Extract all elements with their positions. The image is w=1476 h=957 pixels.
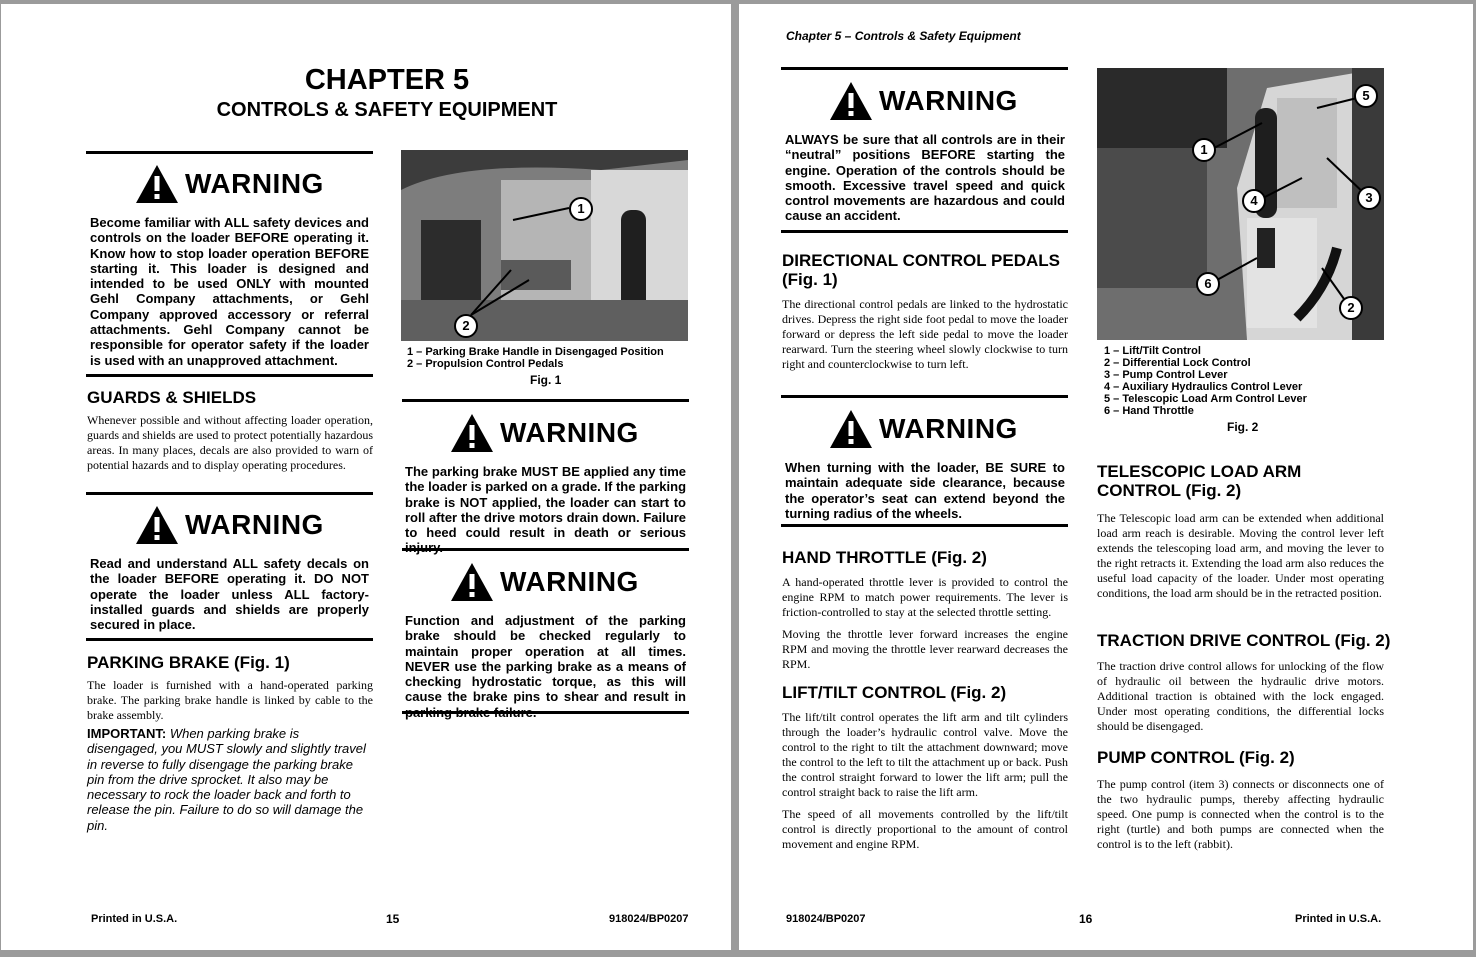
warning-text: Read and understand ALL safety decals on the loader BEFORE operating it. DO NOT operate the loader unless ALL factory-installed guards and shields are properly secured in place. bbox=[90, 556, 369, 633]
chapter-title: CHAPTER 5 bbox=[304, 64, 470, 96]
page-number: 15 bbox=[386, 912, 400, 926]
chapter-subtitle: CONTROLS & SAFETY EQUIPMENT bbox=[216, 99, 558, 121]
section-heading: TRACTION DRIVE CONTROL (Fig. 2) bbox=[1097, 631, 1391, 650]
figure-legend-item: 1 – Parking Brake Handle in Disengaged Position bbox=[407, 346, 664, 358]
paragraph: The speed of all movements controlled by the lift/tilt control is directly proportional to the amount of control movement and engine RPM. bbox=[782, 807, 1068, 851]
figure-legend-item: 6 – Hand Throttle bbox=[1104, 405, 1194, 417]
figure-legend-item: 2 – Differential Lock Control bbox=[1104, 357, 1251, 369]
warning-triangle-icon bbox=[829, 81, 873, 121]
rule bbox=[781, 395, 1068, 398]
figure-callout: 5 bbox=[1354, 84, 1378, 108]
section-heading: DIRECTIONAL CONTROL PEDALS (Fig. 1) bbox=[782, 251, 1060, 289]
rule bbox=[402, 548, 689, 551]
important-note bbox=[87, 726, 373, 833]
warning-triangle-icon bbox=[450, 413, 494, 453]
rule bbox=[86, 638, 373, 641]
warning-label: WARNING bbox=[185, 168, 324, 199]
warning-text: When turning with the loader, BE SURE to maintain adequate side clearance, because the operator’s seat can extend beyond the turning radius of the wheels. bbox=[785, 460, 1065, 521]
paragraph: A hand-operated throttle lever is provided to control the engine RPM to match power requirements. The lever is friction-controlled to stay at the selected throttle setting. bbox=[782, 575, 1068, 619]
section-text bbox=[782, 575, 1068, 679]
section-heading: HAND THROTTLE (Fig. 2) bbox=[782, 548, 987, 567]
left-page bbox=[1, 4, 731, 950]
section-text bbox=[782, 710, 1068, 859]
warning-text: Function and adjustment of the parking brake should be checked regularly to maintain proper operation at all times. NEVER use the parking brake as a means of checking hydrostatic torque, as this will cause the brake pins to shear and result in bbox=[405, 613, 686, 705]
warning-text: The parking brake MUST BE applied any time the loader is parked on a grade. If the parking brake is NOT applied, the loader can start to roll after the drive motors drain down. Failure to heed could result in death or serious bbox=[405, 464, 687, 541]
right-page bbox=[739, 4, 1473, 950]
figure-legend-item: 3 – Pump Control Lever bbox=[1104, 369, 1228, 381]
section-text: The pump control (item 3) connects or disconnects one of the two hydraulic pumps, thereby affecting hydraulic speed. One pump is connected when the control is to the right (turtle) and both pumps are connected when the control is to the left (rabbit). bbox=[1097, 777, 1384, 851]
paragraph: The lift/tilt control operates the lift arm and tilt cylinders through the loader’s hydraulic control valve. Move the control to the right to tilt the attachment downward; move the control to the left to tilt the attachment up or back. Push the control straight forward to lower the lift arm; pull the control straight back to raise the lift arm. bbox=[782, 710, 1068, 799]
rule bbox=[86, 374, 373, 377]
warning-label: WARNING bbox=[500, 417, 639, 448]
figure-callout: 3 bbox=[1357, 186, 1381, 210]
section-text: The loader is furnished with a hand-operated parking brake. The parking brake handle is linked by cable to the brake assembly. bbox=[87, 678, 373, 722]
figure-legend-item: 4 – Auxiliary Hydraulics Control Lever bbox=[1104, 381, 1303, 393]
warning-header bbox=[450, 562, 639, 602]
warning-label: WARNING bbox=[879, 413, 1018, 444]
warning-triangle-icon bbox=[135, 164, 179, 204]
warning-text: Become familiar with ALL safety devices and controls on the loader BEFORE operating it. Know how to stop loader operation BEFORE starting it. This loader is designed and intended to be used ONLY with mounted Gehl Company attachments, or Gehl Company approved accessory or referral attachments. Gehl Company cannot be responsible for operator safety if the loader is used with an unapproved attachment. bbox=[90, 215, 369, 368]
rule bbox=[781, 230, 1068, 233]
figure-2-photo bbox=[1097, 68, 1384, 340]
warning-header bbox=[829, 81, 1018, 121]
figure-legend-item: 5 – Telescopic Load Arm Control Lever bbox=[1104, 393, 1307, 405]
rule bbox=[781, 524, 1068, 527]
rule bbox=[86, 151, 373, 154]
section-heading: LIFT/TILT CONTROL (Fig. 2) bbox=[782, 683, 1007, 702]
warning-header bbox=[135, 505, 324, 545]
section-heading: TELESCOPIC LOAD ARM CONTROL (Fig. 2) bbox=[1097, 462, 1302, 500]
footer-right: Printed in U.S.A. bbox=[1295, 913, 1382, 925]
figure-label: Fig. 2 bbox=[1227, 420, 1259, 434]
section-text: The directional control pedals are linked to the hydrostatic drives. Depress the right side foot pedal to move the loader forward or depress the left side pedal to move the loader rearward. Turn the steering wheel slowly clockwise to turn right and counterclockwise to turn left. bbox=[782, 297, 1068, 371]
warning-text: ALWAYS be sure that all controls are in their “neutral” positions BEFORE starting the engine. Operation of the controls should be smooth. Excessive travel speed and quick control movements are hazardous and could cause an accident. bbox=[785, 132, 1065, 224]
warning-label: WARNING bbox=[879, 85, 1018, 116]
section-text: The traction drive control allows for unlocking of the flow of hydraulic oil between the hydraulic drive motors. Additional traction is obtained with the lock engaged. Under most operating conditions, the differential locks should be disengaged. bbox=[1097, 659, 1384, 733]
rule bbox=[402, 399, 689, 402]
figure-callout: 2 bbox=[454, 314, 478, 338]
figure-1-leaders bbox=[401, 150, 688, 341]
warning-triangle-icon bbox=[450, 562, 494, 602]
paragraph: Moving the throttle lever forward increases the engine RPM and moving the throttle lever rearward decreases the RPM. bbox=[782, 627, 1068, 671]
figure-callout: 1 bbox=[1192, 138, 1216, 162]
rule bbox=[86, 492, 373, 495]
section-heading: GUARDS & SHIELDS bbox=[87, 388, 257, 407]
footer-left: Printed in U.S.A. bbox=[91, 913, 178, 925]
running-header: Chapter 5 – Controls & Safety Equipment bbox=[786, 29, 1021, 43]
warning-triangle-icon bbox=[829, 409, 873, 449]
section-text: Whenever possible and without affecting loader operation, guards and shields are used to protect potentially hazardous areas. In many places, decals are also provided to warn of potential hazards and to display operating procedures. bbox=[87, 413, 373, 472]
figure-legend-item: 1 – Lift/Tilt Control bbox=[1104, 345, 1201, 357]
rule bbox=[781, 67, 1068, 70]
figure-callout: 4 bbox=[1242, 189, 1266, 213]
rule bbox=[402, 711, 689, 714]
figure-callout: 2 bbox=[1339, 296, 1363, 320]
warning-triangle-icon bbox=[135, 505, 179, 545]
warning-header bbox=[135, 164, 324, 204]
important-label: IMPORTANT: bbox=[87, 726, 167, 741]
warning-label: WARNING bbox=[185, 509, 324, 540]
figure-callout: 1 bbox=[569, 197, 593, 221]
section-heading: PUMP CONTROL (Fig. 2) bbox=[1097, 748, 1295, 767]
important-text: When parking brake is disengaged, you MUST slowly and slightly travel in reverse to fully disengage the parking brake pin from the drive sprocket. It also may be necessary to rock the loader back and forth to release the pin. Failure to do so will damage the pin. bbox=[87, 726, 366, 833]
warning-header bbox=[450, 413, 639, 453]
figure-callout: 6 bbox=[1196, 272, 1220, 296]
figure-legend-item: 2 – Propulsion Control Pedals bbox=[407, 358, 564, 370]
section-heading: PARKING BRAKE (Fig. 1) bbox=[87, 653, 290, 672]
warning-header bbox=[829, 409, 1018, 449]
page-number: 16 bbox=[1079, 912, 1093, 926]
section-text: The Telescopic load arm can be extended when additional load arm reach is desirable. Moving the control lever left extends the telescoping load arm, and moving the lever to the right retracts it. Extending the load arm also reduces the useful load capacity of the loader. Under most operating conditions, the load arm should be in the retracted position. bbox=[1097, 511, 1384, 600]
figure-1-photo bbox=[401, 150, 688, 341]
warning-label: WARNING bbox=[500, 566, 639, 597]
footer-right: 918024/BP0207 bbox=[609, 913, 689, 925]
figure-label: Fig. 1 bbox=[530, 373, 562, 387]
footer-left: 918024/BP0207 bbox=[786, 913, 866, 925]
